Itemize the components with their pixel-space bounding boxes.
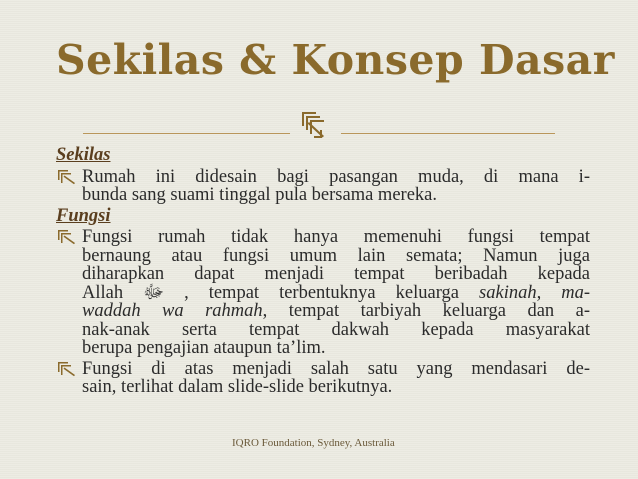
list-item bbox=[56, 228, 590, 358]
line-text: , tempat terbentuknya keluarga bbox=[184, 282, 480, 303]
bullet-line: Fungsi rumah tidak hanya memenuhi fungsi tempat bbox=[82, 227, 590, 247]
bullet-line: diharapkan dapat menjadi tempat beribadah kepada bbox=[82, 264, 590, 284]
bullet-line: Rumah ini didesain bagi pasangan muda, di mana i- bbox=[82, 166, 590, 187]
sakinah-text: sakinah, ma- bbox=[479, 282, 591, 303]
divider-rule-right bbox=[341, 133, 555, 134]
slide-title: Sekilas & Konsep Dasar bbox=[56, 36, 615, 84]
bullet-line: nak-anak serta tempat dakwah kepada masyarakat bbox=[82, 319, 590, 340]
double-arrow-quote-icon bbox=[296, 108, 336, 142]
bullet-line: bunda sang suami tinggal pula bersama mereka. bbox=[82, 185, 437, 205]
swt-symbol: ﷻ bbox=[143, 282, 165, 303]
list-item bbox=[56, 360, 590, 397]
allah-word: Allah bbox=[82, 282, 124, 303]
mawaddah-text: waddah wa rahmah bbox=[82, 301, 263, 321]
bullet-line: sain, terlihat dalam slide-slide berikutnya. bbox=[82, 377, 393, 397]
bullet-line bbox=[82, 284, 590, 303]
bullet-line: Fungsi di atas menjadi salah satu yang mendasari de- bbox=[82, 358, 590, 379]
bullet-line: berupa pengajian ataupun ta’lim. bbox=[82, 338, 326, 358]
line-text: , tempat tarbiyah keluarga dan a- bbox=[262, 301, 590, 321]
slide-footer: IQRO Foundation, Sydney, Australia bbox=[232, 437, 395, 449]
section-heading-sekilas: Sekilas bbox=[56, 145, 111, 165]
bullet-arrow-icon bbox=[56, 229, 78, 245]
list-item bbox=[56, 168, 590, 205]
bullet-line: bernaung atau fungsi umum lain semata; Namun juga bbox=[82, 245, 590, 266]
bullet-arrow-icon bbox=[56, 169, 78, 185]
bullet-arrow-icon bbox=[56, 361, 78, 377]
divider-rule-left bbox=[83, 133, 290, 134]
slide-body bbox=[56, 146, 590, 399]
bullet-line bbox=[82, 302, 590, 321]
section-heading-fungsi: Fungsi bbox=[56, 205, 111, 226]
